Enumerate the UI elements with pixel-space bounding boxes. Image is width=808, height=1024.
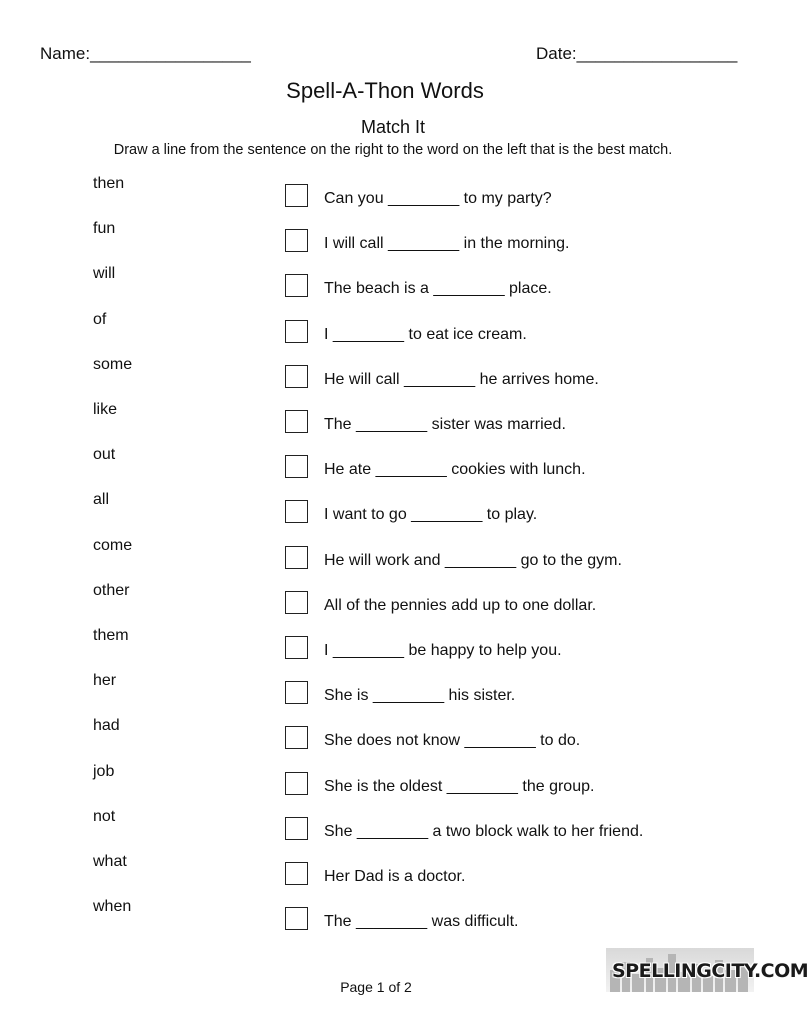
sentence-item (285, 184, 745, 212)
sentence-text: I want to go ________ to play. (324, 506, 538, 524)
answer-checkbox[interactable] (285, 636, 308, 659)
word-text: some (93, 355, 133, 373)
answer-checkbox[interactable] (285, 591, 308, 614)
sentence-item (285, 636, 745, 664)
answer-checkbox[interactable] (285, 817, 308, 840)
spellingcity-logo (606, 948, 808, 992)
word-text: them (93, 627, 129, 644)
page-number: Page 1 of 2 (340, 979, 412, 995)
sentence-text: He ate ________ cookies with lunch. (324, 461, 586, 479)
answer-checkbox[interactable] (285, 726, 308, 749)
sentence-text: I ________ be happy to help you. (324, 642, 562, 659)
sentence-item (285, 274, 745, 302)
sentence-text: The ________ sister was married. (324, 416, 566, 433)
sentence-item (285, 817, 745, 845)
sentence-text: The ________ was difficult. (324, 913, 519, 931)
answer-checkbox[interactable] (285, 546, 308, 569)
sentence-text: He will call ________ he arrives home. (324, 370, 599, 388)
sentence-item (285, 320, 745, 348)
answer-checkbox[interactable] (285, 410, 308, 433)
word-text: all (93, 491, 110, 509)
word-text: of (93, 310, 107, 328)
word-text: fun (93, 220, 116, 238)
word-text: come (93, 536, 133, 554)
answer-checkbox[interactable] (285, 274, 308, 297)
answer-checkbox[interactable] (285, 184, 308, 207)
sentence-text: She is the oldest ________ the group. (324, 777, 595, 795)
page-title: Spell-A-Thon Words (286, 78, 484, 103)
sentence-item (285, 229, 745, 257)
sentence-text: She does not know ________ to do. (324, 732, 581, 750)
word-text: her (93, 672, 117, 690)
sentence-item (285, 365, 745, 393)
sentence-item (285, 500, 745, 528)
word-text: will (93, 265, 116, 283)
sentence-text: He will work and ________ go to the gym. (324, 551, 622, 569)
instructions: Draw a line from the sentence on the right to the word on the left that is the best match. (113, 142, 673, 158)
word-text: other (93, 581, 130, 599)
word-text: job (93, 762, 115, 780)
sentence-item (285, 907, 745, 935)
answer-checkbox[interactable] (285, 455, 308, 478)
sentence-item (285, 862, 745, 890)
word-text: like (93, 401, 118, 418)
answer-checkbox[interactable] (285, 229, 308, 252)
word-text: not (93, 807, 116, 825)
sentence-text: Can you ________ to my party? (324, 190, 552, 207)
sentence-text: All of the pennies add up to one dollar. (324, 596, 597, 614)
answer-checkbox[interactable] (285, 365, 308, 388)
answer-checkbox[interactable] (285, 500, 308, 523)
sentence-item (285, 591, 745, 619)
answer-checkbox[interactable] (285, 681, 308, 704)
sentence-text: I will call ________ in the morning. (324, 235, 570, 253)
answer-checkbox[interactable] (285, 320, 308, 343)
word-text: when (93, 898, 132, 916)
sentence-text: The beach is a ________ place. (324, 280, 552, 298)
sentence-item (285, 772, 745, 800)
word-text: out (93, 446, 116, 464)
date-field: Date:_________________ (536, 44, 738, 63)
answer-checkbox[interactable] (285, 862, 308, 885)
sentence-text: She ________ a two block walk to her friend. (324, 822, 644, 840)
word-text: had (93, 717, 120, 735)
sentence-item (285, 546, 745, 574)
answer-checkbox[interactable] (285, 772, 308, 795)
answer-checkbox[interactable] (285, 907, 308, 930)
sentence-text: Her Dad is a doctor. (324, 868, 466, 885)
name-field: Name:_________________ (40, 44, 251, 63)
sentence-item (285, 681, 745, 709)
sentence-text: She is ________ his sister. (324, 687, 516, 705)
logo-text: SPELLINGCITY.COM (612, 960, 808, 982)
sentence-item (285, 410, 745, 438)
sentence-item (285, 455, 745, 483)
word-text: then (93, 175, 125, 192)
word-text: what (93, 853, 127, 870)
sentence-item (285, 726, 745, 754)
sentence-text: I ________ to eat ice cream. (324, 325, 527, 343)
page-subtitle: Match It (360, 117, 426, 137)
